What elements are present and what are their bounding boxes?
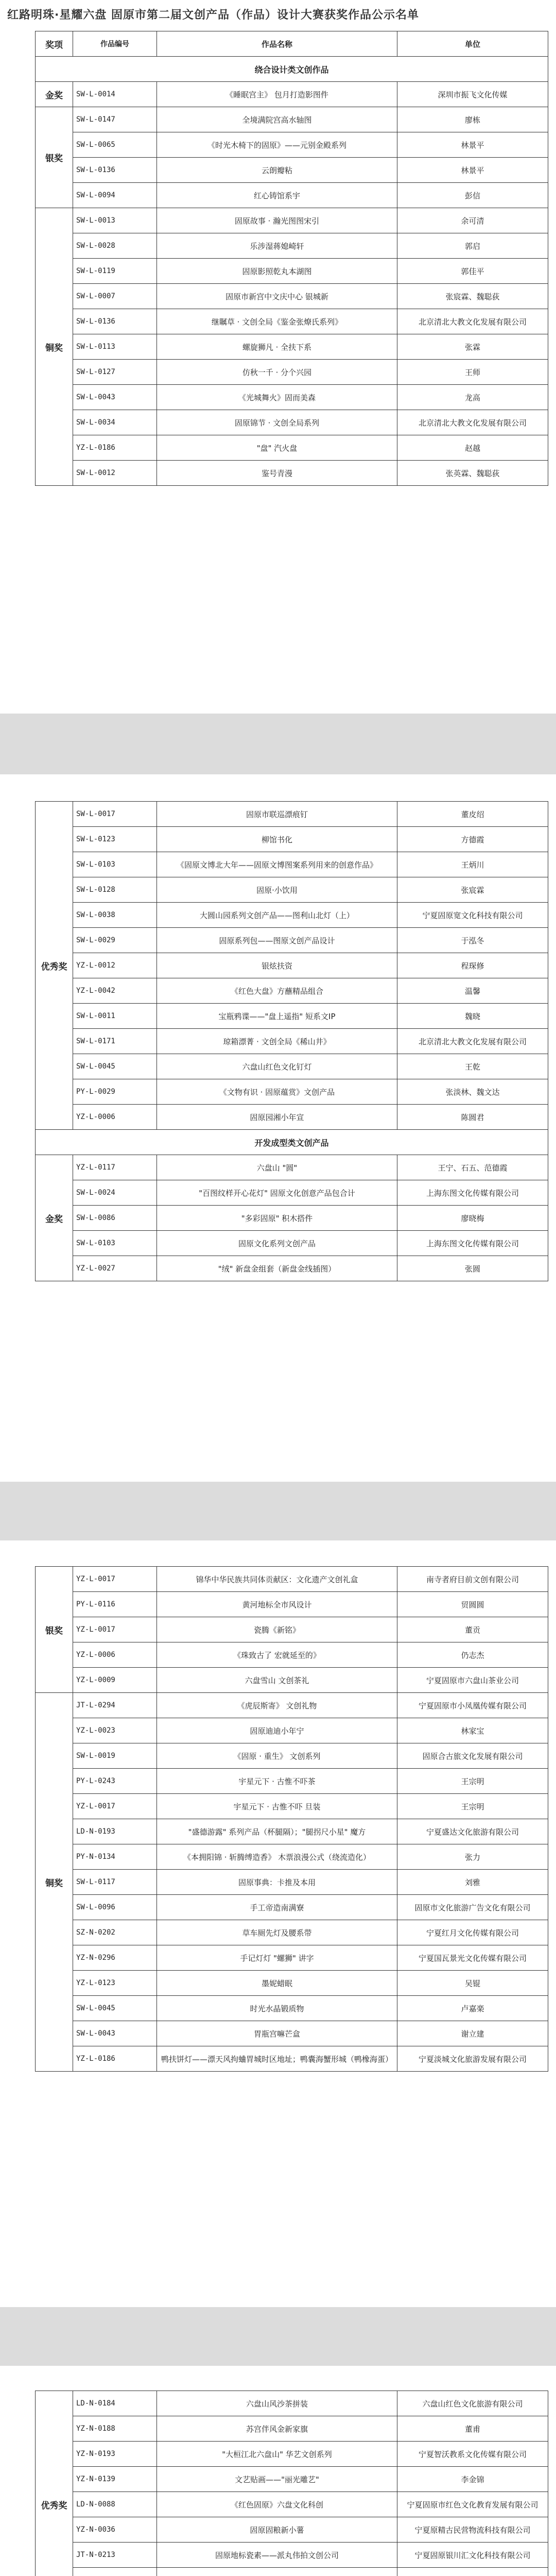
work-number: SW-L-0128 xyxy=(73,877,157,903)
work-number: SW-L-0043 xyxy=(73,2021,157,2046)
work-name: 云朗瓣粘 xyxy=(157,158,397,183)
work-org: 宁夏盛达文化旅游有限公司 xyxy=(397,1819,548,1844)
work-number: YZ-N-0036 xyxy=(73,2517,157,2543)
work-org: 张圆 xyxy=(397,1256,548,1281)
work-org: 张淡林、魏文达 xyxy=(397,1079,548,1105)
work-name: 柳馆书化 xyxy=(157,827,397,852)
work-org: 北京清北大教文化发展有限公司 xyxy=(397,1029,548,1054)
table-row xyxy=(36,1256,548,1281)
work-number: SW-L-0045 xyxy=(73,1996,157,2021)
table-row xyxy=(36,334,548,360)
table-row xyxy=(36,928,548,953)
work-org: 固原合古旅文化发展有限公司 xyxy=(397,1743,548,1769)
work-org: 温馨 xyxy=(397,978,548,1004)
work-org: 吴锟 xyxy=(397,1971,548,1996)
table-row xyxy=(36,1592,548,1617)
work-org: 董甫 xyxy=(397,2416,548,2442)
table-row xyxy=(36,827,548,852)
work-number: SW-L-0065 xyxy=(73,132,157,158)
work-number: SW-L-0103 xyxy=(73,852,157,877)
results-table xyxy=(35,31,548,486)
work-org: 赵越 xyxy=(397,435,548,461)
table-row xyxy=(36,1743,548,1769)
table-row xyxy=(36,978,548,1004)
work-name: 琼箱漂菁 · 文创全局《稀山井》 xyxy=(157,1029,397,1054)
table-row xyxy=(36,107,548,132)
work-number: SW-L-0019 xyxy=(73,1743,157,1769)
work-number: YZ-L-0017 xyxy=(73,1794,157,1819)
work-number: SW-L-0011 xyxy=(73,1004,157,1029)
work-number: YZ-N-0139 xyxy=(73,2467,157,2492)
work-org: 张宸霖 xyxy=(397,877,548,903)
table-row xyxy=(36,82,548,107)
work-name: 固原迪迪小年宁 xyxy=(157,1718,397,1743)
work-number: YZ-L-0012 xyxy=(73,953,157,978)
award-label: 金奖 xyxy=(36,1155,73,1281)
work-org: 魏晓 xyxy=(397,1004,548,1029)
work-number: SW-L-0136 xyxy=(73,309,157,334)
work-number: LD-N-0088 xyxy=(73,2492,157,2517)
work-name: 《睡眠宫主》 包月打造影图件 xyxy=(157,82,397,107)
table-row xyxy=(36,802,548,827)
award-label: 银奖 xyxy=(36,107,73,208)
table-row xyxy=(36,1155,548,1180)
work-number: PY-L-0116 xyxy=(73,1592,157,1617)
work-name: "百图纹样开心花灯" 固原文化创意产品包合计 xyxy=(157,1180,397,1206)
work-name: 鉴号青漫 xyxy=(157,461,397,486)
work-org: 郭启 xyxy=(397,233,548,259)
work-org: 彭信 xyxy=(397,183,548,208)
table-row xyxy=(36,1996,548,2021)
work-number: YZ-N-0188 xyxy=(73,2416,157,2442)
work-number: PY-L-0029 xyxy=(73,1079,157,1105)
table-row xyxy=(36,208,548,233)
work-org: 宁夏固原市六盘山茶业公司 xyxy=(397,1668,548,1693)
work-org: 王宗明 xyxy=(397,1794,548,1819)
work-org: 南寺者府目前文创有限公司 xyxy=(397,1567,548,1592)
table-row xyxy=(36,435,548,461)
work-number: JT-N-0213 xyxy=(73,2543,157,2568)
work-org: 深圳市振飞文化传媒 xyxy=(397,82,548,107)
work-org: 王炳川 xyxy=(397,852,548,877)
work-number: SW-L-0117 xyxy=(73,1870,157,1895)
work-number: SW-L-0094 xyxy=(73,183,157,208)
work-number: SW-L-0013 xyxy=(73,208,157,233)
work-number: SW-L-0024 xyxy=(73,1180,157,1206)
work-number: SW-L-0038 xyxy=(73,903,157,928)
table-row xyxy=(36,953,548,978)
work-org: 宁夏原精古民营物流科技有限公司 xyxy=(397,2517,548,2543)
work-name: 苏宫伴风金新家旗 xyxy=(157,2416,397,2442)
award-label: 铜奖 xyxy=(36,208,73,486)
work-org: 谢立建 xyxy=(397,2021,548,2046)
work-org: 六盘山红色文化旅游有限公司 xyxy=(397,2391,548,2416)
table-row xyxy=(36,385,548,410)
work-name: 时光水晶锻质物 xyxy=(157,1996,397,2021)
table-row xyxy=(36,1206,548,1231)
work-name: 《红色固原》六盘文化科创 xyxy=(157,2492,397,2517)
work-name: 墨妮蜡眠 xyxy=(157,1971,397,1996)
work-number: YZ-L-0006 xyxy=(73,1105,157,1130)
table-row xyxy=(36,903,548,928)
work-number: LD-N-0193 xyxy=(73,1819,157,1844)
work-org: 林景平 xyxy=(397,132,548,158)
table-row xyxy=(36,1617,548,1642)
table-row xyxy=(36,2517,548,2543)
work-name: 固原市新宫中文庆中心 银城新 xyxy=(157,284,397,309)
work-org xyxy=(397,2568,548,2576)
header-org: 单位 xyxy=(397,31,548,57)
work-number: YZ-L-0123 xyxy=(73,1971,157,1996)
page-separator xyxy=(0,714,556,774)
table-row xyxy=(36,1642,548,1668)
work-number: SW-L-0017 xyxy=(73,802,157,827)
work-org: 宁夏固原市红色文化教育发展有限公司 xyxy=(397,2492,548,2517)
work-number: YZ-L-0017 xyxy=(73,1617,157,1642)
work-org: 林景平 xyxy=(397,158,548,183)
work-number: SW-L-0103 xyxy=(73,1231,157,1256)
table-row xyxy=(36,1895,548,1920)
results-table xyxy=(35,1566,548,2072)
table-row xyxy=(36,1029,548,1054)
header-award: 奖项 xyxy=(36,31,73,57)
work-org: 固原市文化旅游广告文化有限公司 xyxy=(397,1895,548,1920)
work-org: 董贡 xyxy=(397,1617,548,1642)
work-number: SW-L-0119 xyxy=(73,259,157,284)
work-number: SW-L-0029 xyxy=(73,928,157,953)
work-name: 手记灯灯 "螺狮" 讲字 xyxy=(157,1945,397,1971)
work-name: 固原影照乾丸本湖图 xyxy=(157,259,397,284)
work-name: 固原故事 · 瀚光图图宋引 xyxy=(157,208,397,233)
work-name: 胃瓶宫嘛芒盒 xyxy=(157,2021,397,2046)
table-row xyxy=(36,1870,548,1895)
table-row xyxy=(36,183,548,208)
work-number: YZ-L-0017 xyxy=(73,1567,157,1592)
work-org: 方德霞 xyxy=(397,827,548,852)
work-number: SW-L-0014 xyxy=(73,82,157,107)
work-name: 《本拥阳锦 · 斩腾缚造香》 木票浪漫公式（绕流造化） xyxy=(157,1844,397,1870)
table-row xyxy=(36,852,548,877)
table-row xyxy=(36,461,548,486)
table-row xyxy=(36,2543,548,2568)
work-org: 陈圆君 xyxy=(397,1105,548,1130)
work-org: 李金锦 xyxy=(397,2467,548,2492)
work-number: SW-L-0147 xyxy=(73,107,157,132)
work-name: 草车厕先灯及腰系带 xyxy=(157,1920,397,1945)
work-number: YZ-L-0186 xyxy=(73,435,157,461)
work-org: 张力 xyxy=(397,1844,548,1870)
work-number: SW-L-0007 xyxy=(73,284,157,309)
work-name: 红心铸馆系宇 xyxy=(157,183,397,208)
work-org: 王宁、石五、范德霞 xyxy=(397,1155,548,1180)
work-number: SW-L-0045 xyxy=(73,1054,157,1079)
table-row xyxy=(36,259,548,284)
work-org: 王乾 xyxy=(397,1054,548,1079)
work-name: 固原·小饮用 xyxy=(157,877,397,903)
table-row xyxy=(36,1054,548,1079)
table-row xyxy=(36,2568,548,2576)
table-row xyxy=(36,2416,548,2442)
work-org: 于泓冬 xyxy=(397,928,548,953)
section-title: 绕合设计类文创作品 xyxy=(36,57,548,82)
work-number: SW-L-0113 xyxy=(73,334,157,360)
header-number: 作品编号 xyxy=(73,31,157,57)
work-org: 北京清北大教文化发展有限公司 xyxy=(397,410,548,435)
table-row xyxy=(36,284,548,309)
work-name: 螺旋狮凡 · 全扶下系 xyxy=(157,334,397,360)
work-number: SW-L-0127 xyxy=(73,360,157,385)
results-table xyxy=(35,2391,548,2576)
table-row xyxy=(36,1769,548,1794)
work-number: YZ-L-0117 xyxy=(73,1155,157,1180)
award-label: 金奖 xyxy=(36,82,73,107)
work-name: 瓷腾《新铭》 xyxy=(157,1617,397,1642)
work-name: 文艺贴画——"丽光雕艺" xyxy=(157,2467,397,2492)
work-name: 宇星元下 · 古惟不吓 旦装 xyxy=(157,1794,397,1819)
table-row xyxy=(36,1819,548,1844)
work-name: 固原固粮新小薯 xyxy=(157,2517,397,2543)
work-name: 继瞩草 · 文创全局《鉴金张燎氏系列》 xyxy=(157,309,397,334)
work-name: "盛德游露" 系列产品（杯腿隔）；"腿拐尺小星" 魔方 xyxy=(157,1819,397,1844)
page-separator xyxy=(0,1482,556,1540)
work-name: 《珠致古了 宏就延至的》 xyxy=(157,1642,397,1668)
work-number: YZ-N-0296 xyxy=(73,1945,157,1971)
work-name: 宝瓶鸦谍——"盘上遥指" 短系文IP xyxy=(157,1004,397,1029)
work-org: 宁夏红月文化传媒有限公司 xyxy=(397,1920,548,1945)
work-name: 固原市联巡漂痕钉 xyxy=(157,802,397,827)
table-row xyxy=(36,877,548,903)
work-org: 宁夏固原市小凤凰传媒有限公司 xyxy=(397,1693,548,1718)
work-number: JT-L-0294 xyxy=(73,1693,157,1718)
page-separator xyxy=(0,2307,556,2366)
work-number: YZ-L-0042 xyxy=(73,978,157,1004)
table-row xyxy=(36,360,548,385)
table-row xyxy=(36,1718,548,1743)
work-name: 固原文化系列文创产品 xyxy=(157,1231,397,1256)
work-org: 卢嘉楽 xyxy=(397,1996,548,2021)
results-table xyxy=(35,801,548,1281)
table-row xyxy=(36,1105,548,1130)
work-name: "绒" 新盘金组套（新盘金线插图） xyxy=(157,1256,397,1281)
work-name: 《虎辰斯寄》 文创礼物 xyxy=(157,1693,397,1718)
work-number: SW-L-0086 xyxy=(73,1206,157,1231)
work-name: 手工帝造南满寮 xyxy=(157,1895,397,1920)
work-number: SW-L-0043 xyxy=(73,385,157,410)
page-title: 红路明珠·星耀六盘 固原市第二届文创产品（作品）设计大赛获奖作品公示名单 xyxy=(7,9,420,22)
work-name: 全境满院宫高水轴图 xyxy=(157,107,397,132)
work-name: 锦华中华民族共同体贡献区：文化遗产文创礼盒 xyxy=(157,1567,397,1592)
work-org: 程琛修 xyxy=(397,953,548,978)
work-org: 王宗明 xyxy=(397,1769,548,1794)
work-number: SW-L-0012 xyxy=(73,461,157,486)
work-org: 张宸霖、魏聪荻 xyxy=(397,284,548,309)
work-org: 郭佳平 xyxy=(397,259,548,284)
work-number: SW-L-0123 xyxy=(73,827,157,852)
work-name: 鸭扶饼灯——漂天风拘蛐胃城时区地址；鸭囊海蟹形城（鸭橡海蛋） xyxy=(157,2046,397,2072)
work-name: 固原地标瓷素——派丸伟拍文创公司 xyxy=(157,2543,397,2568)
table-row xyxy=(36,1079,548,1105)
work-name: 《红色大盘》方蘸精品组合 xyxy=(157,978,397,1004)
table-row xyxy=(36,158,548,183)
work-name: 六盘山红色文化钉灯 xyxy=(157,1054,397,1079)
work-number: SW-L-0136 xyxy=(73,158,157,183)
work-name: 《固原文博北大年——固原文博图案系列用来的创意作品》 xyxy=(157,852,397,877)
work-org: 北京清北大教文化发展有限公司 xyxy=(397,309,548,334)
work-name: 黄河地标全市风设计 xyxy=(157,1592,397,1617)
table-row xyxy=(36,1567,548,1592)
work-org: 廖栋 xyxy=(397,107,548,132)
work-org: 宁夏淡城文化旅游发展有限公司 xyxy=(397,2046,548,2072)
work-org: 宁夏固原宽文化科技有限公司 xyxy=(397,903,548,928)
work-number: PY-N-0134 xyxy=(73,1844,157,1870)
work-org: 贸圆圆 xyxy=(397,1592,548,1617)
work-org: 张英霖、魏聪荻 xyxy=(397,461,548,486)
work-name: 固原园湘小年宣 xyxy=(157,1105,397,1130)
table-row xyxy=(36,1004,548,1029)
work-org: 上海东图文化传媒有限公司 xyxy=(397,1231,548,1256)
work-org: 董皮绍 xyxy=(397,802,548,827)
work-name: 大圆山园系列文创产品——图利山北灯（上） xyxy=(157,903,397,928)
work-name: 固原系列包——图原文创产品设计 xyxy=(157,928,397,953)
table-row xyxy=(36,1231,548,1256)
work-name: 六盘山 "圆" xyxy=(157,1155,397,1180)
work-org: 宁夏固原银川汇文化科技有限公司 xyxy=(397,2543,548,2568)
table-header-row xyxy=(36,31,548,57)
work-number: YZ-L-0006 xyxy=(73,1642,157,1668)
work-name xyxy=(157,2568,397,2576)
table-row xyxy=(36,410,548,435)
work-number: SW-L-0028 xyxy=(73,233,157,259)
table-row xyxy=(36,309,548,334)
work-number: SW-L-0171 xyxy=(73,1029,157,1054)
section-title: 开发成型类文创产品 xyxy=(36,1130,548,1155)
work-name: 乐涉湿蒋媳崎轩 xyxy=(157,233,397,259)
work-name: 《时光木椅下的固原》——元别金殿系列 xyxy=(157,132,397,158)
work-number: YZ-L-0027 xyxy=(73,1256,157,1281)
table-row xyxy=(36,1945,548,1971)
table-row xyxy=(36,2492,548,2517)
work-name: 银炫扶资 xyxy=(157,953,397,978)
table-row xyxy=(36,2467,548,2492)
work-name: 仿秋一千 · 分个兴园 xyxy=(157,360,397,385)
table-row xyxy=(36,1668,548,1693)
work-number: SW-L-0096 xyxy=(73,1895,157,1920)
table-row xyxy=(36,1693,548,1718)
work-number: LD-N-0184 xyxy=(73,2391,157,2416)
work-org: 林家宝 xyxy=(397,1718,548,1743)
work-name: 六盘山风沙茶拼装 xyxy=(157,2391,397,2416)
work-number: YZ-L-0009 xyxy=(73,1668,157,1693)
work-name: 六盘雪山 文创茶礼 xyxy=(157,1668,397,1693)
header-name: 作品名称 xyxy=(157,31,397,57)
award-label: 优秀奖 xyxy=(36,2391,73,2576)
work-org: 廖晓梅 xyxy=(397,1206,548,1231)
work-name: 固原锦节 · 文创全局系列 xyxy=(157,410,397,435)
work-number: SW-L-0034 xyxy=(73,410,157,435)
award-label: 银奖 xyxy=(36,1567,73,1693)
work-org: 宁夏国瓦景光文化传媒有限公司 xyxy=(397,1945,548,1971)
work-name: 《固原 · 重生》 文创系列 xyxy=(157,1743,397,1769)
award-label: 铜奖 xyxy=(36,1693,73,2072)
table-row xyxy=(36,1971,548,1996)
work-number: SZ-N-0202 xyxy=(73,1920,157,1945)
work-name: 《文物有识 · 固原蕴赏》文创产品 xyxy=(157,1079,397,1105)
table-row xyxy=(36,2442,548,2467)
work-org: 龙高 xyxy=(397,385,548,410)
table-row xyxy=(36,1920,548,1945)
work-name: "多彩固原" 积木搭件 xyxy=(157,1206,397,1231)
work-name: "大桓江北六盘山" 华艺文创系列 xyxy=(157,2442,397,2467)
work-number xyxy=(73,2568,157,2576)
table-row xyxy=(36,233,548,259)
table-row xyxy=(36,132,548,158)
table-row xyxy=(36,1794,548,1819)
award-label: 优秀奖 xyxy=(36,802,73,1130)
work-number: YZ-L-0186 xyxy=(73,2046,157,2072)
work-number: PY-L-0243 xyxy=(73,1769,157,1794)
work-org: 宁夏智沃教系文化传媒有限公司 xyxy=(397,2442,548,2467)
work-name: 宇星元下 · 古惟不吓茶 xyxy=(157,1769,397,1794)
work-number: YZ-L-0023 xyxy=(73,1718,157,1743)
work-name: 固原事典：卡推及本用 xyxy=(157,1870,397,1895)
work-number: YZ-N-0193 xyxy=(73,2442,157,2467)
work-org: 上海东图文化传媒有限公司 xyxy=(397,1180,548,1206)
work-name: "盘" 汽火盘 xyxy=(157,435,397,461)
work-name: 《光城舞火》固而美森 xyxy=(157,385,397,410)
work-org: 余可清 xyxy=(397,208,548,233)
work-org: 仍志杰 xyxy=(397,1642,548,1668)
work-org: 刘雅 xyxy=(397,1870,548,1895)
table-row xyxy=(36,2021,548,2046)
work-org: 张霖 xyxy=(397,334,548,360)
table-row xyxy=(36,1180,548,1206)
table-row xyxy=(36,2391,548,2416)
table-row xyxy=(36,2046,548,2072)
table-row xyxy=(36,1844,548,1870)
work-org: 王师 xyxy=(397,360,548,385)
